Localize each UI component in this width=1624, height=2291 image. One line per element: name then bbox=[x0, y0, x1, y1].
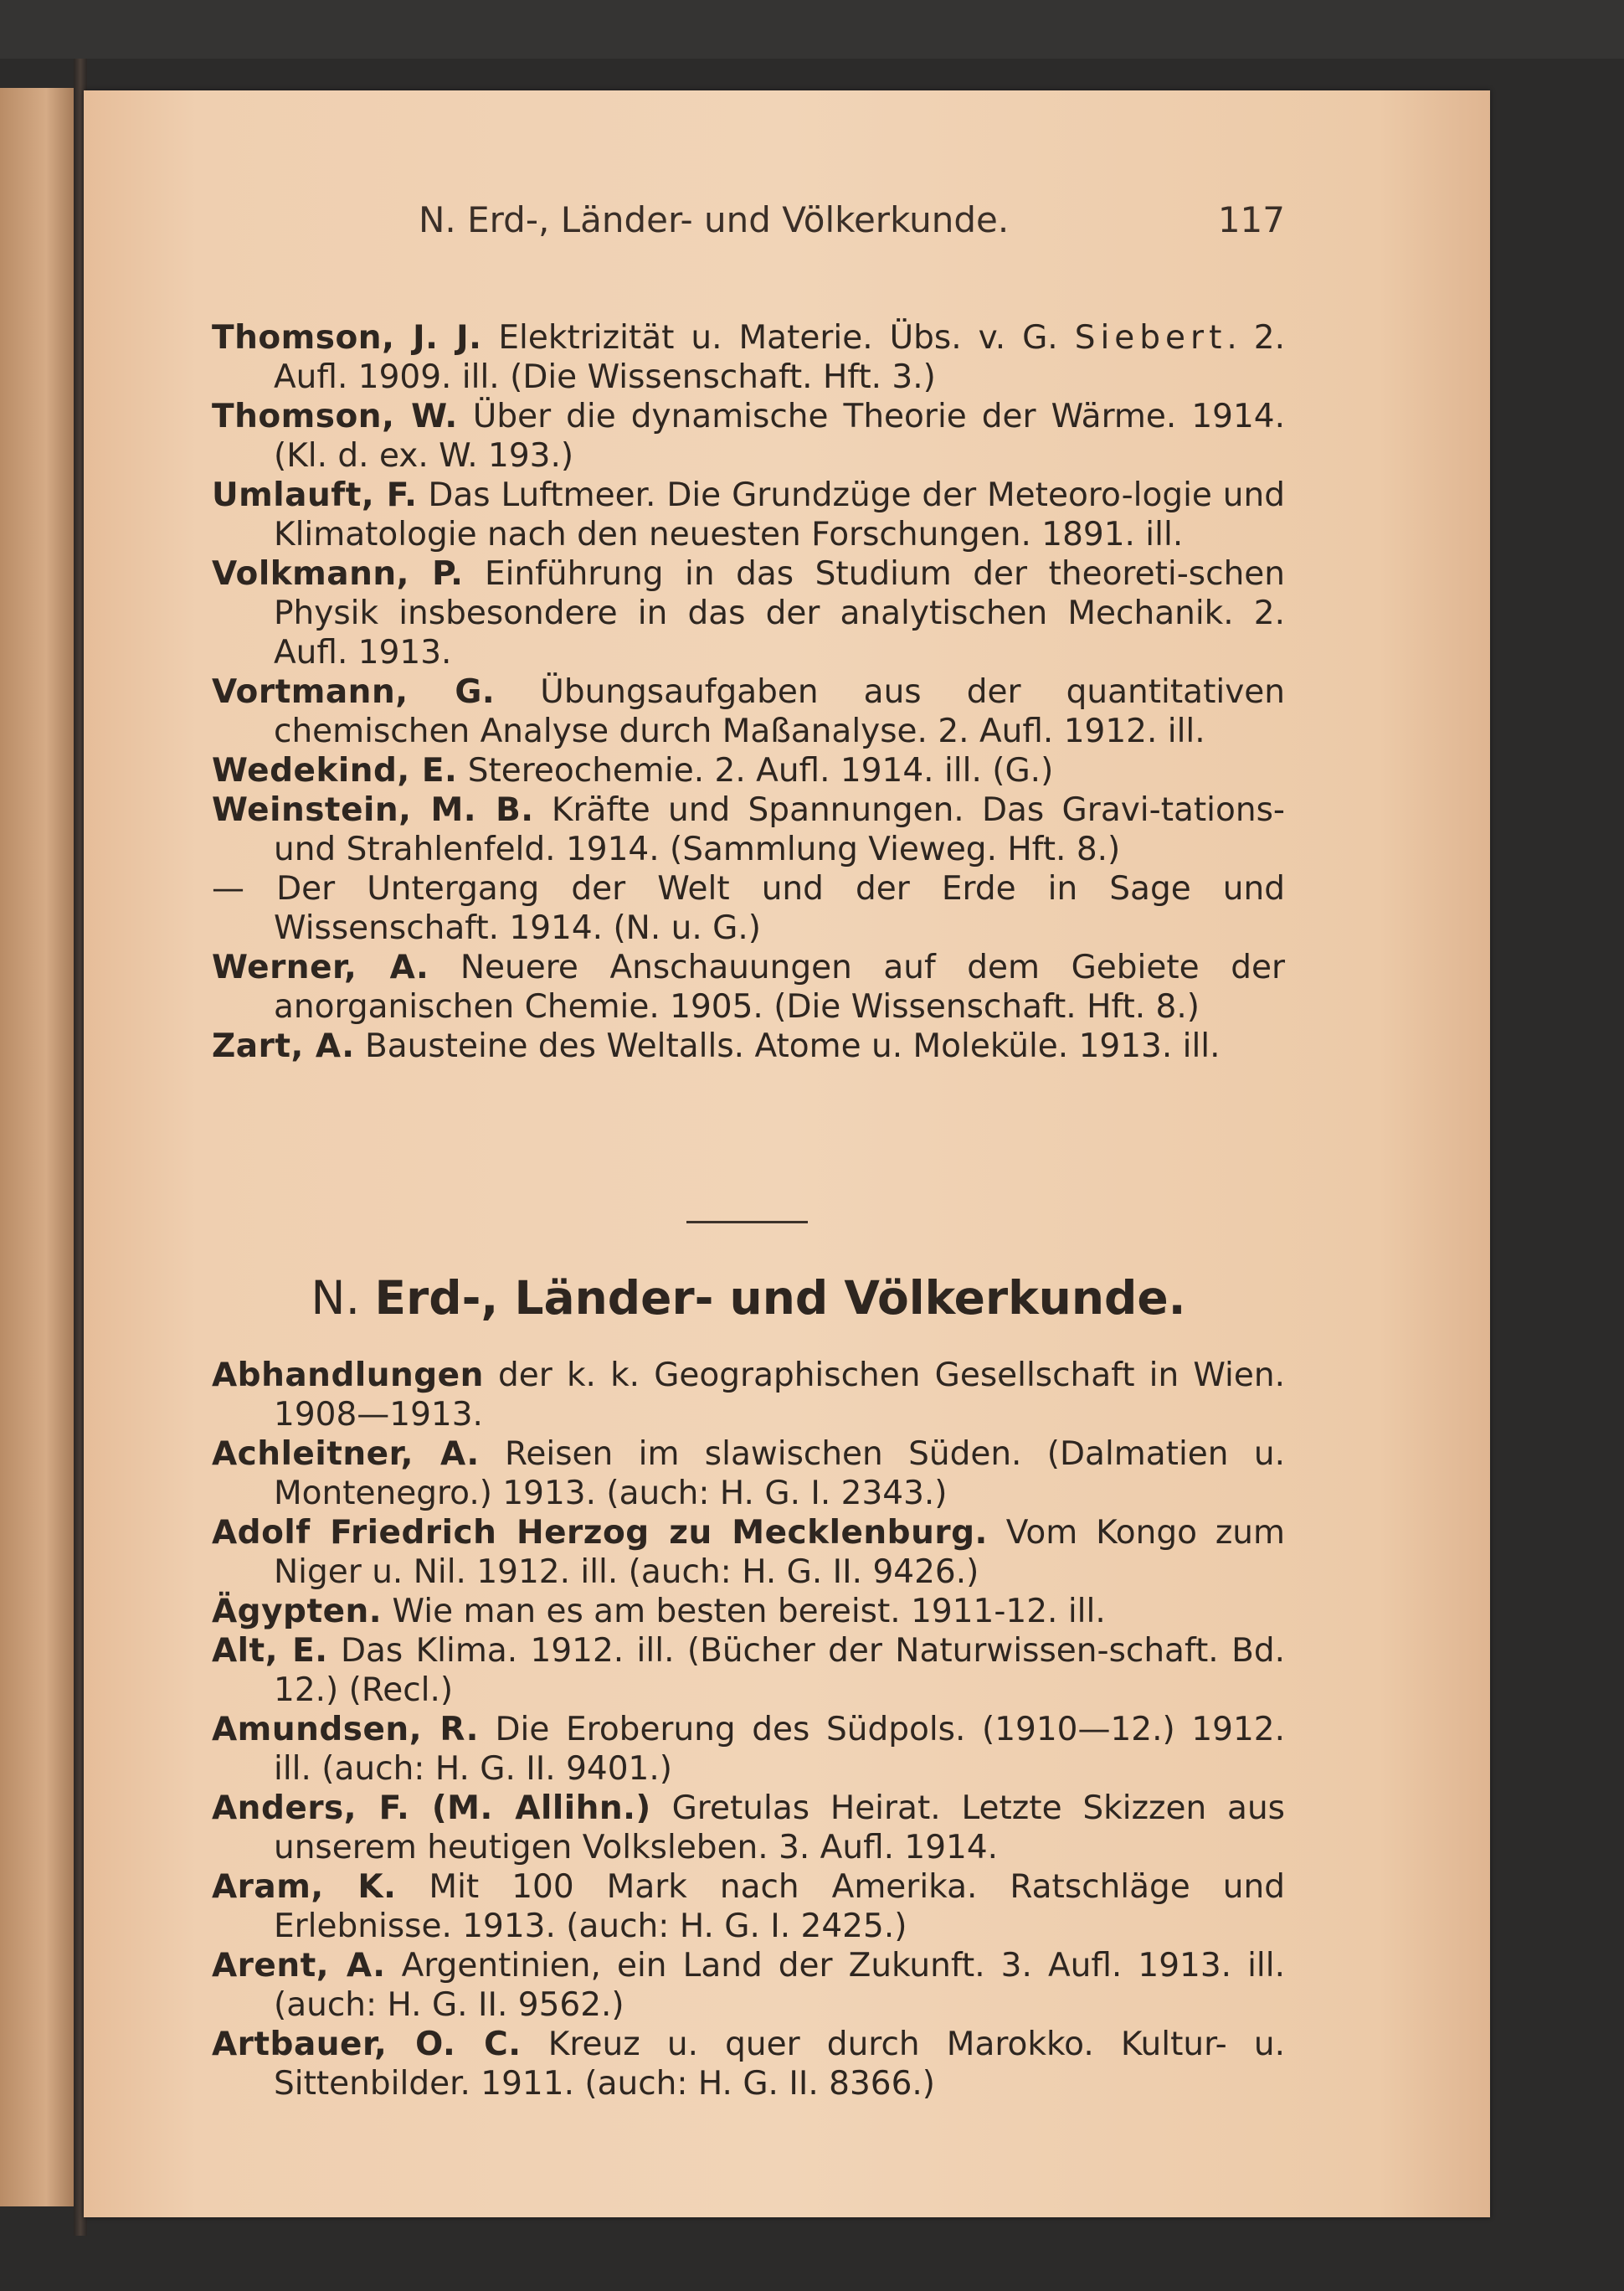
bibliography-entry bbox=[212, 948, 1285, 1027]
bibliography-entry bbox=[212, 1867, 1285, 1946]
bibliography-entry bbox=[212, 318, 1285, 397]
bibliography-entry bbox=[212, 1592, 1285, 1631]
bibliography-entry bbox=[212, 790, 1285, 869]
bibliography-entry bbox=[212, 869, 1285, 948]
section-letter: N. bbox=[311, 1271, 375, 1325]
entry-text: Über die dynamische Theorie der Wärme. 1914. (Kl. d. ex. W. 193.) bbox=[274, 398, 1285, 475]
entry-author: Abhandlungen bbox=[212, 1357, 484, 1394]
section-heading bbox=[212, 1271, 1285, 1325]
left-page-edge bbox=[0, 88, 77, 2206]
entry-author: Adolf Friedrich Herzog zu Mecklenburg. bbox=[212, 1514, 988, 1552]
bibliography-entry bbox=[212, 1789, 1285, 1867]
entry-author: Vortmann, G. bbox=[212, 673, 496, 711]
entry-text: Gretulas Heirat. Letzte Skizzen aus unserem heutigen Volksleben. 3. Aufl. 1914. bbox=[274, 1789, 1285, 1866]
bibliography-entry bbox=[212, 1710, 1285, 1789]
bibliography-entry bbox=[212, 476, 1285, 554]
entry-author: Werner, A. bbox=[212, 949, 429, 986]
entry-author: Weinstein, M. B. bbox=[212, 791, 534, 829]
entry-author: Arent, A. bbox=[212, 1947, 386, 1985]
running-head-title: N. Erd-, Länder- und Völkerkunde. bbox=[419, 199, 1010, 240]
bibliography-entry bbox=[212, 672, 1285, 751]
section-title: Erd-, Länder- und Völkerkunde. bbox=[374, 1271, 1186, 1325]
dash-mark: — bbox=[212, 870, 277, 908]
entry-author: Umlauft, F. bbox=[212, 476, 418, 514]
entry-author: Ägypten. bbox=[212, 1593, 383, 1630]
entry-text: Reisen im slawischen Süden. (Dalmatien u. Montenegro.) 1913. (auch: H. G. I. 2343.) bbox=[274, 1435, 1285, 1512]
entry-author: Amundsen, R. bbox=[212, 1711, 479, 1748]
entry-text: Die Eroberung des Südpols. (1910—12.) 1912. ill. (auch: H. G. II. 9401.) bbox=[274, 1711, 1285, 1788]
entry-author: Alt, E. bbox=[212, 1632, 328, 1670]
entry-text: Wie man es am besten bereist. 1911-12. ill. bbox=[382, 1593, 1106, 1630]
entry-text: Einführung in das Studium der theoreti-schen Physik insbesondere in das der analytischen Mechanik. 2. Aufl. 1913. bbox=[274, 555, 1285, 672]
entry-text: Kräfte und Spannungen. Das Gravi-tations- und Strahlenfeld. 1914. (Sammlung Vieweg. Hft. 8.) bbox=[274, 791, 1285, 868]
bibliography-entry bbox=[212, 397, 1285, 476]
entry-text-continued: . 2. Aufl. 1909. ill. (Die Wissenschaft. Hft. 3.) bbox=[274, 319, 1285, 396]
bibliography-section-physics bbox=[212, 318, 1285, 1066]
book-cover-top bbox=[0, 0, 1624, 59]
bibliography-entry bbox=[212, 2025, 1285, 2103]
entry-text: Vom Kongo zum Niger u. Nil. 1912. ill. (auch: H. G. II. 9426.) bbox=[274, 1514, 1286, 1591]
entry-text: Bausteine des Weltalls. Atome u. Moleküle. 1913. ill. bbox=[354, 1027, 1221, 1065]
entry-text: Der Untergang der Welt und der Erde in Sage und Wissenschaft. 1914. (N. u. G.) bbox=[274, 870, 1285, 947]
bibliography-entry bbox=[212, 1027, 1285, 1066]
entry-text: Übungsaufgaben aus der quantitativen chemischen Analyse durch Maßanalyse. 2. Aufl. 1912. ill. bbox=[274, 673, 1285, 750]
bibliography-entry bbox=[212, 751, 1285, 790]
entry-text: Das Luftmeer. Die Grundzüge der Meteoro-logie und Klimatologie nach den neuesten Forschungen. 1891. ill. bbox=[274, 476, 1285, 553]
entry-author: Aram, K. bbox=[212, 1868, 397, 1906]
entry-author: Artbauer, O. C. bbox=[212, 2026, 522, 2063]
bibliography-entry bbox=[212, 1434, 1285, 1513]
entry-author: Zart, A. bbox=[212, 1027, 355, 1065]
entry-author: Volkmann, P. bbox=[212, 555, 464, 593]
entry-text: Elektrizität u. Materie. Übs. v. G. bbox=[481, 319, 1075, 357]
bibliography-section-geography bbox=[212, 1356, 1285, 2103]
bibliography-entry bbox=[212, 554, 1285, 672]
page-number: 117 bbox=[1217, 199, 1285, 240]
entry-text: Stereochemie. 2. Aufl. 1914. ill. (G.) bbox=[457, 752, 1054, 790]
bibliography-entry bbox=[212, 1946, 1285, 2025]
entry-text: Argentinien, ein Land der Zukunft. 3. Aufl. 1913. ill. (auch: H. G. II. 9562.) bbox=[274, 1947, 1285, 2024]
bibliography-entry bbox=[212, 1513, 1285, 1592]
entry-text: Mit 100 Mark nach Amerika. Ratschläge und Erlebnisse. 1913. (auch: H. G. I. 2425.) bbox=[274, 1868, 1285, 1945]
entry-text: Kreuz u. quer durch Marokko. Kultur- u. Sittenbilder. 1911. (auch: H. G. II. 8366.) bbox=[274, 2026, 1285, 2103]
section-divider bbox=[686, 1221, 808, 1223]
entry-text: Das Klima. 1912. ill. (Bücher der Naturwissen-schaft. Bd. 12.) (Recl.) bbox=[274, 1632, 1285, 1709]
entry-text: Neuere Anschauungen auf dem Gebiete der anorganischen Chemie. 1905. (Die Wissenschaft. Hft. 8.) bbox=[274, 949, 1285, 1026]
entry-author: Anders, F. (M. Allihn.) bbox=[212, 1789, 651, 1827]
entry-author: Thomson, J. J. bbox=[212, 319, 482, 357]
bibliography-entry bbox=[212, 1356, 1285, 1434]
entry-spaced-name: Siebert bbox=[1074, 319, 1227, 357]
entry-text: der k. k. Geographischen Gesellschaft in Wien. 1908—1913. bbox=[274, 1357, 1285, 1434]
entry-author: Thomson, W. bbox=[212, 398, 458, 435]
bibliography-entry bbox=[212, 1631, 1285, 1710]
entry-author: Wedekind, E. bbox=[212, 752, 458, 790]
entry-author: Achleitner, A. bbox=[212, 1435, 480, 1473]
